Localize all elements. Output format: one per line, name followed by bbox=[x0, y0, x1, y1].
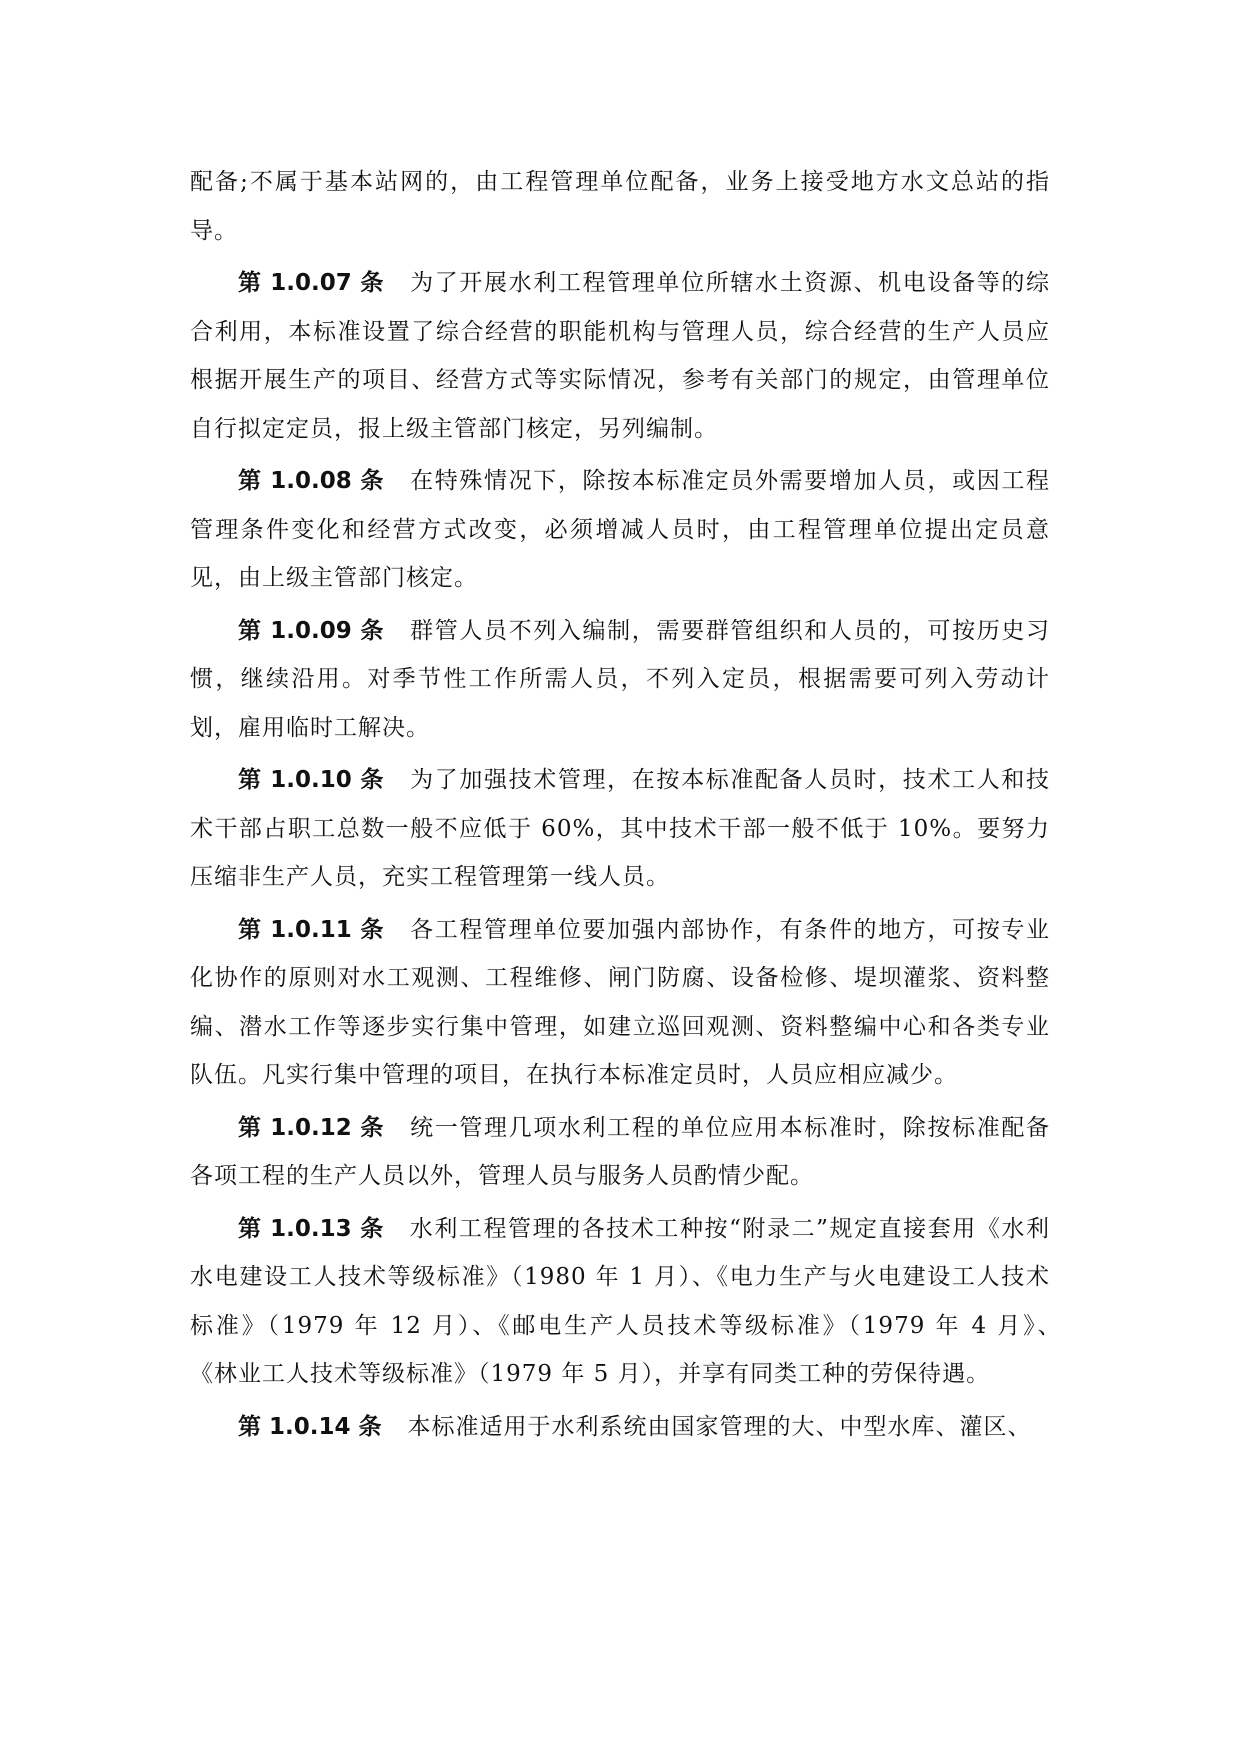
article-text: 群管人员不列入编制，需要群管组织和人员的，可按历史习惯，继续沿用。对季节性工作所需人员，不列入定员，根据需要可列入劳动计划，雇用临时工解决。 bbox=[190, 617, 1050, 741]
article-number: 第 1.0.07 条 bbox=[238, 270, 385, 296]
article-1-0-11 bbox=[190, 906, 1050, 1100]
article-text: 各工程管理单位要加强内部协作，有条件的地方，可按专业化协作的原则对水工观测、工程维修、闸门防腐、设备检修、堤坝灌浆、资料整编、潜水工作等逐步实行集中管理，如建立巡回观测、资料整编中心和各类专业队伍。凡实行集中管理的项目，在执行本标准定员时，人员应相应减少。 bbox=[190, 916, 1050, 1088]
article-1-0-13 bbox=[190, 1205, 1074, 1399]
document-body bbox=[190, 158, 1074, 1455]
article-1-0-12 bbox=[190, 1104, 1050, 1201]
article-number: 第 1.0.12 条 bbox=[238, 1114, 385, 1141]
article-text: 本标准适用于水利系统由国家管理的大、中型水库、灌区、 bbox=[407, 1413, 1032, 1440]
article-number: 第 1.0.10 条 bbox=[238, 767, 385, 793]
article-1-0-14 bbox=[190, 1403, 1050, 1452]
article-1-0-07 bbox=[190, 259, 1050, 453]
continuation-paragraph bbox=[190, 158, 1050, 255]
article-number: 第 1.0.11 条 bbox=[238, 916, 385, 943]
article-1-0-09 bbox=[190, 607, 1050, 753]
article-text: 水利工程管理的各技术工种按“附录二”规定直接套用《水利水电建设工人技术等级标准》（1980 年 1 月）、《电力生产与火电建设工人技术标准》（1979 年 12 月）、《邮电生产人员技术等级标准》（1979 年 4 月》、 《林业工人技术等级标准》（1979 年 5 月），并享有同类工种的劳保待遇。 bbox=[190, 1215, 1074, 1387]
article-number: 第 1.0.09 条 bbox=[238, 617, 385, 644]
article-number: 第 1.0.13 条 bbox=[238, 1215, 384, 1242]
article-1-0-08 bbox=[190, 457, 1050, 603]
article-text: 为了加强技术管理，在按本标准配备人员时，技术工人和技术干部占职工总数一般不应低于 60%，其中技术干部一般不低于 10%。要努力压缩非生产人员，充实工程管理第一线人员。 bbox=[190, 767, 1050, 890]
article-number: 第 1.0.08 条 bbox=[238, 468, 385, 494]
article-text: 统一管理几项水利工程的单位应用本标准时，除按标准配备各项工程的生产人员以外，管理人员与服务人员酌情少配。 bbox=[190, 1114, 1050, 1189]
article-text: 为了开展水利工程管理单位所辖水土资源、机电设备等的综合利用，本标准设置了综合经营的职能机构与管理人员，综合经营的生产人员应根据开展生产的项目、经营方式等实际情况，参考有关部门的规定，由管理单位自行拟定定员，报上级主管部门核定，另列编制。 bbox=[190, 270, 1050, 442]
article-1-0-10 bbox=[190, 756, 1050, 902]
article-text: 在特殊情况下，除按本标准定员外需要增加人员，或因工程管理条件变化和经营方式改变，必须增减人员时，由工程管理单位提出定员意见，由上级主管部门核定。 bbox=[190, 468, 1050, 591]
continuation-text: 配备;不属于基本站网的，由工程管理单位配备，业务上接受地方水文总站的指导。 bbox=[190, 169, 1050, 244]
article-number: 第 1.0.14 条 bbox=[238, 1413, 382, 1440]
